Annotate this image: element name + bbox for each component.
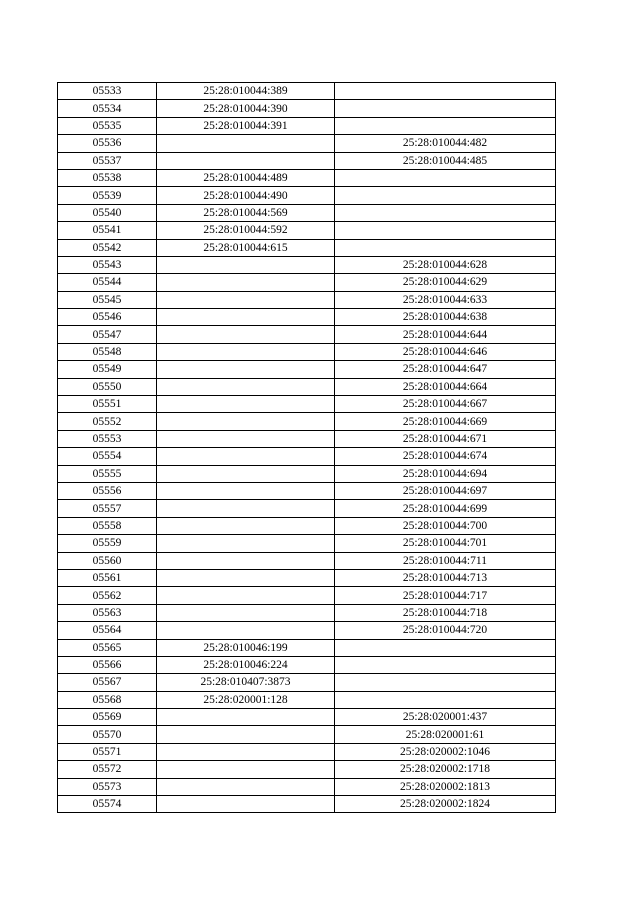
cadastral-number-cell: 25:28:010044:569 <box>157 204 335 221</box>
table-row <box>58 656 556 673</box>
row-number-cell: 05572 <box>58 761 157 778</box>
cadastral-number-cell <box>157 778 335 795</box>
table-body <box>58 83 556 813</box>
cadastral-number-cell <box>157 761 335 778</box>
cadastral-number-alt-cell: 25:28:010044:699 <box>335 500 556 517</box>
table-row <box>58 256 556 273</box>
table-row <box>58 743 556 760</box>
row-number-cell: 05573 <box>58 778 157 795</box>
table-row <box>58 291 556 308</box>
row-number-cell: 05545 <box>58 291 157 308</box>
row-number-cell: 05561 <box>58 569 157 586</box>
cadastral-number-alt-cell: 25:28:010044:713 <box>335 569 556 586</box>
cadastral-number-alt-cell: 25:28:010044:646 <box>335 343 556 360</box>
row-number-cell: 05550 <box>58 378 157 395</box>
table-row <box>58 222 556 239</box>
cadastral-number-alt-cell: 25:28:010044:671 <box>335 430 556 447</box>
table-row <box>58 517 556 534</box>
cadastral-number-cell: 25:28:010046:224 <box>157 656 335 673</box>
cadastral-number-cell <box>157 378 335 395</box>
cadastral-number-cell <box>157 309 335 326</box>
row-number-cell: 05537 <box>58 152 157 169</box>
cadastral-number-alt-cell <box>335 691 556 708</box>
row-number-cell: 05543 <box>58 256 157 273</box>
row-number-cell: 05551 <box>58 396 157 413</box>
row-number-cell: 05540 <box>58 204 157 221</box>
table-row <box>58 100 556 117</box>
cadastral-number-cell <box>157 256 335 273</box>
table-row <box>58 587 556 604</box>
row-number-cell: 05560 <box>58 552 157 569</box>
cadastral-number-cell: 25:28:010044:391 <box>157 117 335 134</box>
table-row <box>58 796 556 813</box>
table-row <box>58 535 556 552</box>
row-number-cell: 05544 <box>58 274 157 291</box>
table-row <box>58 622 556 639</box>
table-row <box>58 326 556 343</box>
cadastral-number-alt-cell <box>335 169 556 186</box>
row-number-cell: 05553 <box>58 430 157 447</box>
cadastral-number-cell <box>157 291 335 308</box>
cadastral-number-alt-cell: 25:28:020001:437 <box>335 709 556 726</box>
row-number-cell: 05546 <box>58 309 157 326</box>
table-row <box>58 709 556 726</box>
cadastral-number-alt-cell <box>335 187 556 204</box>
row-number-cell: 05535 <box>58 117 157 134</box>
table-row <box>58 274 556 291</box>
cadastral-number-cell <box>157 517 335 534</box>
table-row <box>58 482 556 499</box>
row-number-cell: 05570 <box>58 726 157 743</box>
cadastral-number-cell <box>157 430 335 447</box>
cadastral-number-alt-cell: 25:28:010044:720 <box>335 622 556 639</box>
cadastral-number-cell <box>157 587 335 604</box>
cadastral-number-cell: 25:28:020001:128 <box>157 691 335 708</box>
table-row <box>58 465 556 482</box>
cadastral-number-alt-cell: 25:28:010044:669 <box>335 413 556 430</box>
cadastral-number-cell: 25:28:010044:592 <box>157 222 335 239</box>
cadastral-number-alt-cell: 25:28:010044:647 <box>335 361 556 378</box>
table-row <box>58 187 556 204</box>
cadastral-number-cell <box>157 152 335 169</box>
cadastral-number-alt-cell: 25:28:010044:628 <box>335 256 556 273</box>
cadastral-number-alt-cell: 25:28:010044:667 <box>335 396 556 413</box>
cadastral-number-alt-cell: 25:28:010044:694 <box>335 465 556 482</box>
row-number-cell: 05569 <box>58 709 157 726</box>
row-number-cell: 05548 <box>58 343 157 360</box>
cadastral-number-alt-cell: 25:28:010044:697 <box>335 482 556 499</box>
cadastral-number-alt-cell <box>335 239 556 256</box>
cadastral-number-alt-cell: 25:28:020001:61 <box>335 726 556 743</box>
cadastral-number-alt-cell: 25:28:020002:1046 <box>335 743 556 760</box>
table-row <box>58 500 556 517</box>
row-number-cell: 05563 <box>58 604 157 621</box>
row-number-cell: 05567 <box>58 674 157 691</box>
cadastral-number-alt-cell: 25:28:010044:674 <box>335 448 556 465</box>
cadastral-number-cell <box>157 326 335 343</box>
table-row <box>58 726 556 743</box>
row-number-cell: 05564 <box>58 622 157 639</box>
cadastral-number-cell <box>157 709 335 726</box>
row-number-cell: 05565 <box>58 639 157 656</box>
cadastral-number-alt-cell: 25:28:020002:1813 <box>335 778 556 795</box>
table-row <box>58 239 556 256</box>
cadastral-number-alt-cell <box>335 674 556 691</box>
table-row <box>58 343 556 360</box>
row-number-cell: 05533 <box>58 83 157 100</box>
table-row <box>58 396 556 413</box>
cadastral-number-cell <box>157 552 335 569</box>
cadastral-number-cell <box>157 796 335 813</box>
table-row <box>58 639 556 656</box>
table-row <box>58 152 556 169</box>
cadastral-number-cell: 25:28:010044:489 <box>157 169 335 186</box>
cadastral-number-alt-cell: 25:28:010044:711 <box>335 552 556 569</box>
row-number-cell: 05549 <box>58 361 157 378</box>
row-number-cell: 05555 <box>58 465 157 482</box>
table-row <box>58 83 556 100</box>
cadastral-number-alt-cell: 25:28:010044:701 <box>335 535 556 552</box>
cadastral-number-alt-cell: 25:28:010044:482 <box>335 135 556 152</box>
table-row <box>58 117 556 134</box>
table-row <box>58 204 556 221</box>
row-number-cell: 05566 <box>58 656 157 673</box>
cadastral-number-cell: 25:28:010044:390 <box>157 100 335 117</box>
cadastral-number-cell: 25:28:010044:389 <box>157 83 335 100</box>
cadastral-number-alt-cell: 25:28:020002:1718 <box>335 761 556 778</box>
cadastral-number-alt-cell: 25:28:010044:633 <box>335 291 556 308</box>
cadastral-number-cell <box>157 622 335 639</box>
row-number-cell: 05556 <box>58 482 157 499</box>
cadastral-number-cell <box>157 482 335 499</box>
cadastral-number-alt-cell <box>335 117 556 134</box>
cadastral-number-alt-cell <box>335 222 556 239</box>
cadastral-number-cell <box>157 535 335 552</box>
table-row <box>58 309 556 326</box>
row-number-cell: 05559 <box>58 535 157 552</box>
cadastral-number-cell <box>157 448 335 465</box>
cadastral-number-alt-cell: 25:28:010044:644 <box>335 326 556 343</box>
cadastral-number-alt-cell <box>335 639 556 656</box>
cadastral-number-cell <box>157 413 335 430</box>
cadastral-number-cell <box>157 604 335 621</box>
row-number-cell: 05539 <box>58 187 157 204</box>
row-number-cell: 05557 <box>58 500 157 517</box>
cadastral-number-cell: 25:28:010046:199 <box>157 639 335 656</box>
cadastral-number-alt-cell: 25:28:010044:700 <box>335 517 556 534</box>
cadastral-number-cell: 25:28:010044:615 <box>157 239 335 256</box>
table-row <box>58 430 556 447</box>
table-row <box>58 378 556 395</box>
table-row <box>58 448 556 465</box>
table-row <box>58 361 556 378</box>
cadastral-number-alt-cell: 25:28:010044:717 <box>335 587 556 604</box>
row-number-cell: 05547 <box>58 326 157 343</box>
table-row <box>58 691 556 708</box>
cadastral-number-alt-cell: 25:28:010044:638 <box>335 309 556 326</box>
row-number-cell: 05554 <box>58 448 157 465</box>
cadastral-number-cell <box>157 361 335 378</box>
table-row <box>58 674 556 691</box>
cadastral-number-cell <box>157 569 335 586</box>
cadastral-number-alt-cell <box>335 100 556 117</box>
cadastral-number-cell <box>157 396 335 413</box>
row-number-cell: 05562 <box>58 587 157 604</box>
table-row <box>58 778 556 795</box>
row-number-cell: 05552 <box>58 413 157 430</box>
cadastral-number-alt-cell: 25:28:010044:485 <box>335 152 556 169</box>
cadastral-number-alt-cell <box>335 204 556 221</box>
row-number-cell: 05538 <box>58 169 157 186</box>
row-number-cell: 05571 <box>58 743 157 760</box>
cadastral-number-cell <box>157 135 335 152</box>
table-row <box>58 135 556 152</box>
cadastral-number-cell: 25:28:010044:490 <box>157 187 335 204</box>
table-row <box>58 569 556 586</box>
row-number-cell: 05558 <box>58 517 157 534</box>
row-number-cell: 05574 <box>58 796 157 813</box>
cadastral-number-alt-cell: 25:28:020002:1824 <box>335 796 556 813</box>
cadastral-number-cell <box>157 743 335 760</box>
row-number-cell: 05534 <box>58 100 157 117</box>
cadastral-number-cell <box>157 274 335 291</box>
cadastral-number-cell <box>157 343 335 360</box>
row-number-cell: 05542 <box>58 239 157 256</box>
row-number-cell: 05536 <box>58 135 157 152</box>
table-row <box>58 761 556 778</box>
cadastral-number-cell <box>157 465 335 482</box>
row-number-cell: 05541 <box>58 222 157 239</box>
cadastral-number-alt-cell: 25:28:010044:629 <box>335 274 556 291</box>
table-row <box>58 413 556 430</box>
cadastral-number-table <box>57 82 556 813</box>
cadastral-number-alt-cell <box>335 83 556 100</box>
cadastral-number-cell <box>157 726 335 743</box>
cadastral-number-alt-cell: 25:28:010044:664 <box>335 378 556 395</box>
cadastral-number-cell: 25:28:010407:3873 <box>157 674 335 691</box>
table-row <box>58 604 556 621</box>
table-row <box>58 169 556 186</box>
cadastral-number-cell <box>157 500 335 517</box>
row-number-cell: 05568 <box>58 691 157 708</box>
cadastral-number-alt-cell: 25:28:010044:718 <box>335 604 556 621</box>
cadastral-number-alt-cell <box>335 656 556 673</box>
table-row <box>58 552 556 569</box>
